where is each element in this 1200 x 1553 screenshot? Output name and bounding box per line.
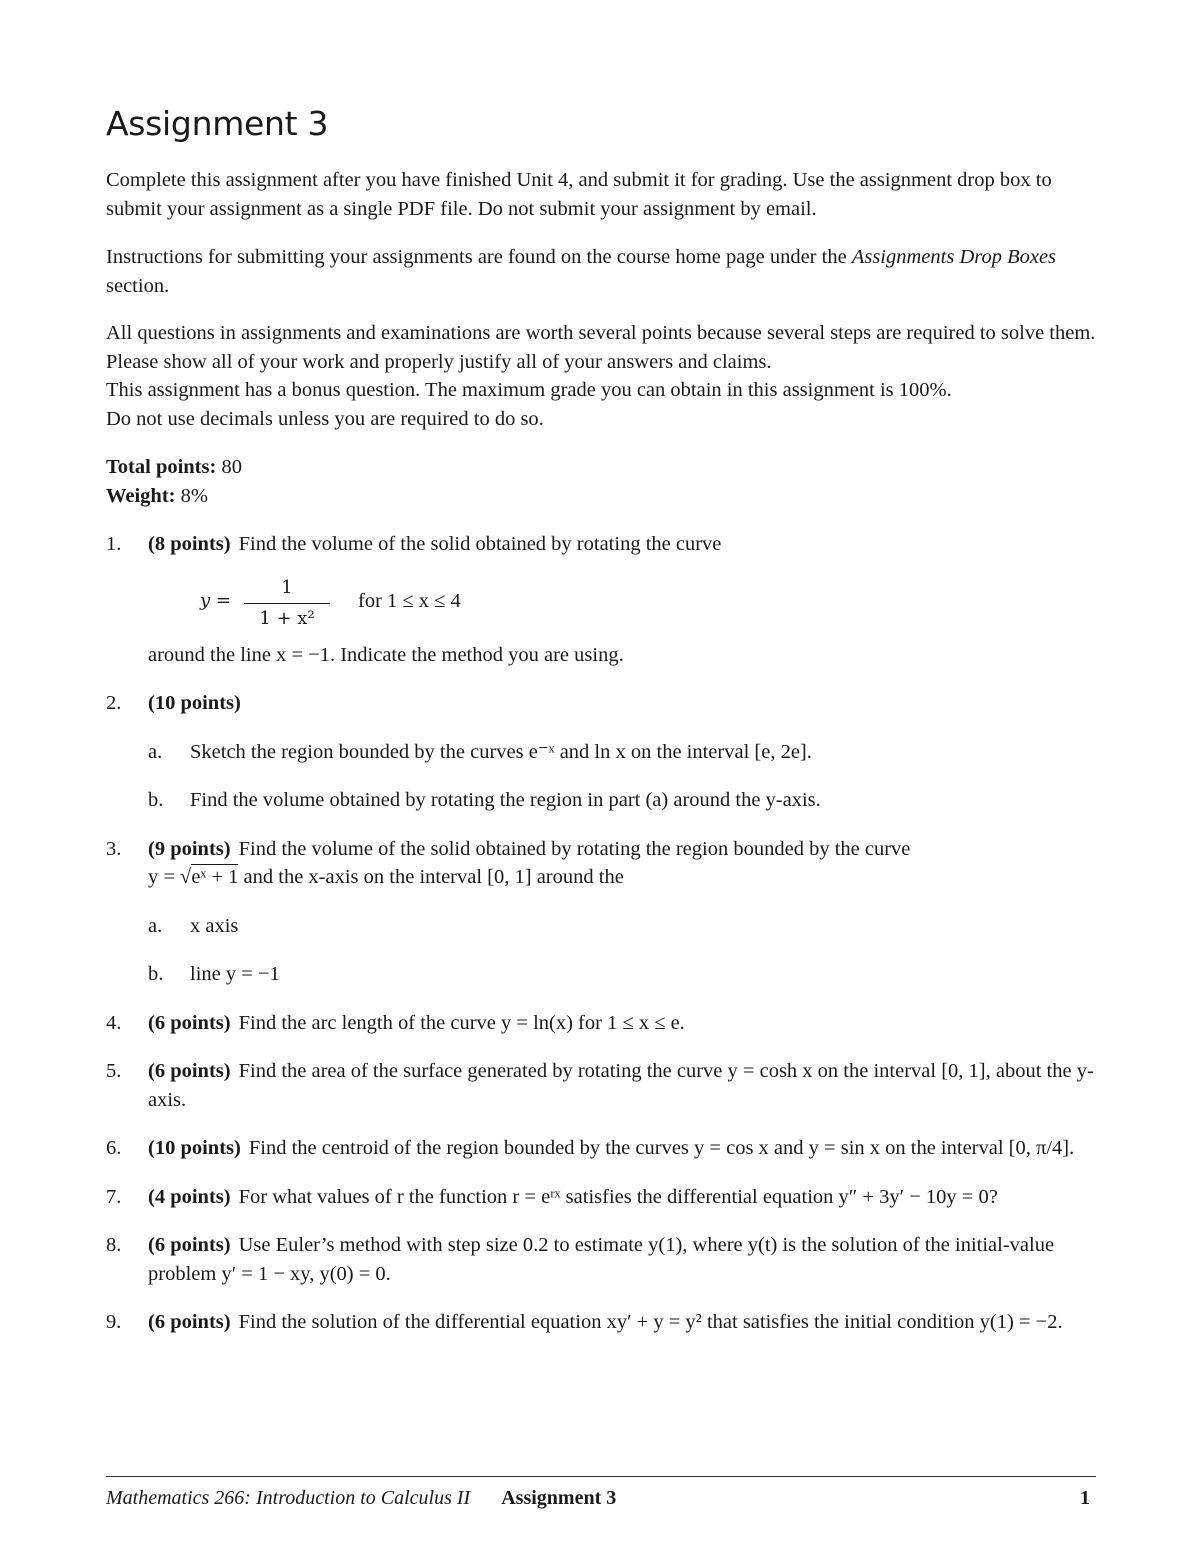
question-number: 8. [106,1234,122,1256]
question-text: Find the arc length of the curve y = ln(x) for 1 ≤ x ≤ e. [238,1011,685,1034]
subquestion-b [148,786,1096,815]
question-8 [106,1231,1096,1288]
subquestion-text: Sketch the region bounded by the curves e⁻ˣ and ln x on the interval [e, 2e]. [190,740,812,763]
question-text: For what values of r the function r = eʳˣ satisfies the differential equation y″ + 3y′ − 10y = 0? [238,1185,998,1208]
equation-display [148,565,1096,641]
question-9 [106,1308,1096,1337]
question-line-2a: y = √ [148,866,192,888]
question-6 [106,1134,1096,1163]
footer-page-number: 1 [1080,1487,1090,1509]
equation-condition: for 1 ≤ x ≤ 4 [358,589,461,612]
weight-label: Weight: [106,484,176,507]
question-3 [106,835,1096,989]
equation-lhs: y = [200,589,231,611]
question-text-after: around the line x = −1. Indicate the method you are using. [148,643,624,666]
intro-paragraph-2 [106,243,1096,300]
question-list [106,530,1096,1337]
question-text: Find the centroid of the region bounded by the curves y = cos x and y = sin x on the interval [0, π/4]. [248,1137,1075,1159]
question-points: (10 points) [148,692,241,714]
spacer [106,669,1096,689]
subquestion-label: a. [148,914,163,937]
question-points: (10 points) [148,1137,241,1159]
question-number: 5. [106,1060,122,1082]
subquestion-label: b. [148,963,164,985]
question-text: Find the volume of the solid obtained by rotating the curve [238,533,722,555]
question-text: Find the volume of the solid obtained by rotating the region bounded by the curve [238,837,911,860]
fraction [244,575,330,632]
question-text: Find the solution of the differential equation xy′ + y = y² that satisfies the initial condition y(1) = −2. [238,1311,1063,1333]
question-number: 6. [106,1137,122,1159]
subquestion-text: x axis [190,914,239,937]
footer-course: Mathematics 266: Introduction to Calculus II [106,1487,471,1509]
intro-p3-line-2: This assignment has a bonus question. The maximum grade you can obtain in this assignment is 100%. [106,379,952,401]
spacer [106,1288,1096,1308]
spacer [106,1037,1096,1057]
intro-p3-line-1: All questions in assignments and examinations are worth several points because several steps are required to solve them. Please show all of your work and properly justify all of your answers and claims. [106,322,1096,373]
question-5 [106,1057,1096,1114]
question-text: Use Euler’s method with step size 0.2 to estimate y(1), where y(t) is the solution of the initial-value problem y′ = 1 − xy, y(0) = 0. [148,1234,1055,1285]
spacer [106,815,1096,835]
footer-assignment: Assignment 3 [501,1487,617,1509]
question-number: 9. [106,1311,122,1333]
total-points-label: Total points: [106,456,217,478]
weight-value: 8% [180,484,208,507]
subquestion-list [148,738,1096,815]
question-number: 4. [106,1011,122,1034]
footer-divider [106,1476,1096,1477]
fraction-bar [244,603,330,604]
question-points: (4 points) [148,1185,231,1208]
intro-p2-emphasis: Assignments Drop Boxes [851,246,1057,268]
question-points: (9 points) [148,837,231,860]
spacer [106,1211,1096,1231]
question-points: (6 points) [148,1311,231,1333]
spacer [106,989,1096,1009]
page-footer [106,1487,1096,1510]
intro-p2-text-b: section. [106,274,170,297]
question-text: Find the area of the surface generated by rotating the curve y = cosh x on the interval [0, 1], about the y- axis. [148,1060,1094,1111]
subquestion-list [148,912,1096,989]
subquestion-label: a. [148,740,163,763]
spacer [106,1163,1096,1183]
subquestion-text: Find the volume obtained by rotating the region in part (a) around the y-axis. [190,789,821,811]
intro-paragraph-1: Complete this assignment after you have finished Unit 4, and submit it for grading. Use the assignment drop box to submit your assignment as a single PDF file. Do not submit your assignment by email. [106,169,1052,220]
question-points: (6 points) [148,1234,231,1256]
fraction-denominator: 1 + x² [259,607,315,629]
question-number: 3. [106,837,122,860]
subquestion-a [148,738,1096,767]
intro-p3-line-3: Do not use decimals unless you are required to do so. [106,407,544,430]
fraction-numerator: 1 [281,576,293,598]
total-points-value: 80 [221,456,242,478]
question-points: (6 points) [148,1011,231,1034]
page-title: Assignment 3 [106,104,329,143]
spacer [106,1114,1096,1134]
question-2 [106,689,1096,815]
question-number: 7. [106,1185,122,1208]
radicand: eˣ + 1 [191,866,239,888]
subquestion-text: line y = −1 [190,963,280,985]
question-4 [106,1009,1096,1038]
intro-p2-text-a: Instructions for submitting your assignments are found on the course home page under the [106,246,852,268]
question-number: 1. [106,533,122,555]
question-7 [106,1183,1096,1212]
subquestion-label: b. [148,789,164,811]
subquestion-b [148,960,1096,989]
question-1 [106,530,1096,669]
subquestion-a [148,912,1096,941]
intro-paragraph-3 [106,319,1096,433]
question-number: 2. [106,692,122,714]
question-line-2b: and the x-axis on the interval [0, 1] around the [238,866,624,888]
question-points: (8 points) [148,533,231,555]
totals-block [106,453,1096,510]
question-points: (6 points) [148,1060,231,1082]
